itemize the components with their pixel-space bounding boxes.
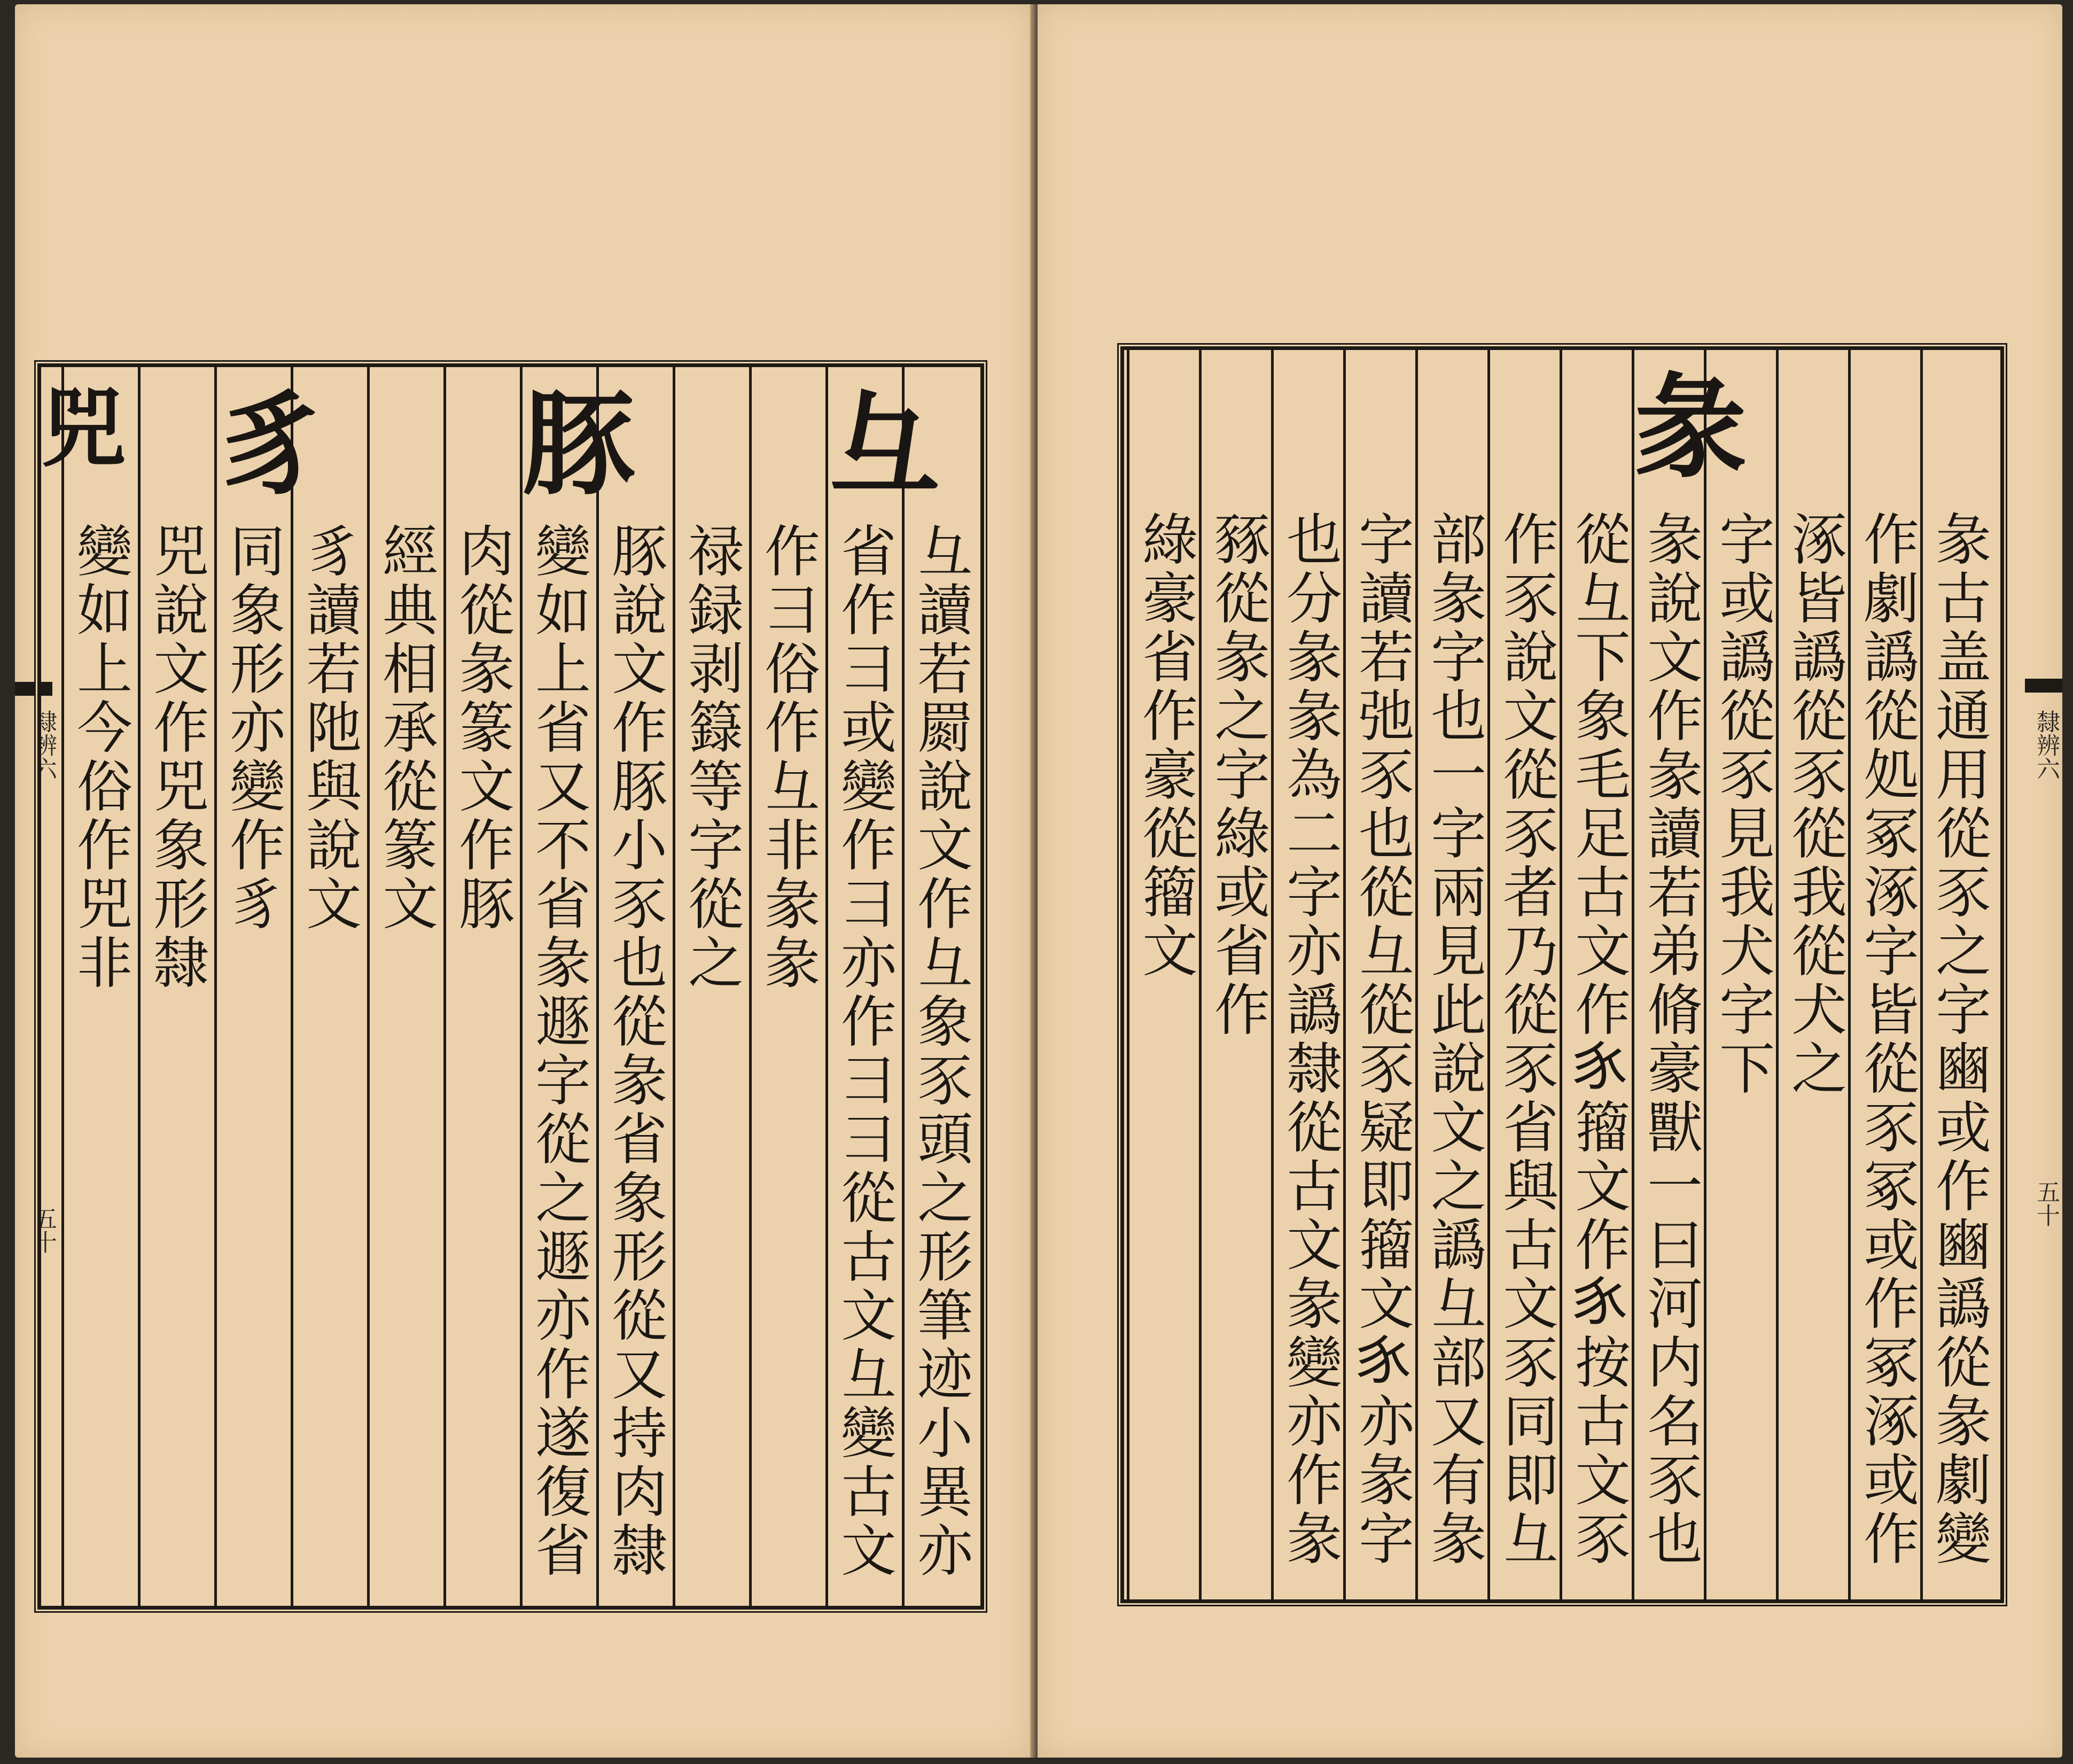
right-page	[1038, 4, 2062, 1758]
column-text: 彖古盖通用從豕之字豳或作豳譌從彖劇變	[1926, 510, 1991, 1568]
column-text: 豚說文作豚小豕也從彖省象形從又持肉隸	[602, 522, 667, 1580]
right-col-12	[1127, 350, 1203, 1599]
left-page	[15, 4, 1030, 1758]
column-text: 作豕說文從豕者乃從豕省與古文豕同即彑	[1493, 510, 1558, 1568]
headword-char: 彑	[828, 378, 941, 510]
right-col-7	[1487, 350, 1564, 1599]
right-margin-label: 隸辨六	[2032, 710, 2060, 780]
right-col-3	[1776, 350, 1852, 1599]
right-col-1	[1920, 350, 1997, 1599]
column-text: 字讀若弛豕也從彑從豕疑即籀文𧰨亦彖字	[1349, 510, 1414, 1568]
column-text: 從彑下象毛足古文作𧰨籀文作𧰨按古文豕	[1565, 510, 1631, 1568]
left-col-1	[902, 367, 978, 1606]
column-text: 肉從彖篆文作豚	[449, 522, 515, 934]
column-text: 變如上今俗作兕非	[67, 522, 133, 992]
column-text: 豩從彖之字綠或省作	[1205, 510, 1270, 1039]
left-col-4	[673, 367, 749, 1606]
left-margin-label: 隸辨六	[29, 710, 57, 780]
column-text: 涿皆譌從豕從我從犬之	[1782, 510, 1847, 1098]
right-col-8	[1415, 350, 1492, 1599]
column-text: 彑讀若罽說文作彑象豕頭之形筆迹小異亦	[908, 522, 973, 1580]
column-text: 禄録剥籙等字從之	[679, 522, 744, 992]
column-text: 也分彖彖為二字亦譌隸從古文彖變亦作彖	[1277, 510, 1342, 1568]
column-text: 字或譌從豕見我犬字下	[1710, 510, 1775, 1098]
left-col-7	[443, 367, 520, 1606]
left-margin-folio: 五十	[29, 1207, 57, 1254]
headword-char: 豚	[523, 378, 635, 510]
right-col-2	[1848, 350, 1924, 1599]
right-col-9	[1343, 350, 1420, 1599]
column-text: 變如上省又不省彖遯字從之遯亦作遂復省	[526, 522, 591, 1580]
headword-char: 兕	[26, 383, 127, 469]
headword-char: 豸	[217, 378, 330, 510]
right-margin-folio: 五十	[2032, 1180, 2060, 1227]
right-col-4	[1704, 350, 1780, 1599]
column-text: 作劇譌從処冢涿字皆從豕冢或作冢涿或作	[1854, 510, 1919, 1568]
column-text: 豸讀若阤與說文	[297, 522, 362, 934]
column-text: 彖說文作彖讀若弟脩豪獸一曰河内名豕也	[1638, 510, 1703, 1568]
column-text: 經典相承從篆文	[373, 522, 438, 934]
left-col-9	[291, 367, 367, 1606]
right-col-6	[1560, 350, 1636, 1599]
right-col-10	[1271, 350, 1347, 1599]
column-text: 綠豪省作豪從籀文	[1133, 510, 1198, 981]
left-col-3	[749, 367, 825, 1606]
right-text-frame	[1120, 346, 2004, 1603]
column-text: 作彐俗作彑非彖彖	[755, 522, 820, 992]
left-col-5	[596, 367, 673, 1606]
right-col-11	[1199, 350, 1275, 1599]
fishtail-marker	[2025, 679, 2062, 693]
left-col-8	[367, 367, 443, 1606]
column-text: 同象形亦變作豸	[220, 522, 285, 934]
left-text-frame	[26, 363, 984, 1610]
left-col-11	[138, 367, 214, 1606]
headword-char: 彖	[1634, 361, 1747, 493]
column-text: 省作彐或變作彐亦作彐彐從古文彑變古文	[831, 522, 897, 1580]
column-text: 部彖字也一字兩見此說文之譌彑部又有彖	[1421, 510, 1486, 1568]
column-text: 兕說文作兕象形隸	[144, 522, 209, 992]
